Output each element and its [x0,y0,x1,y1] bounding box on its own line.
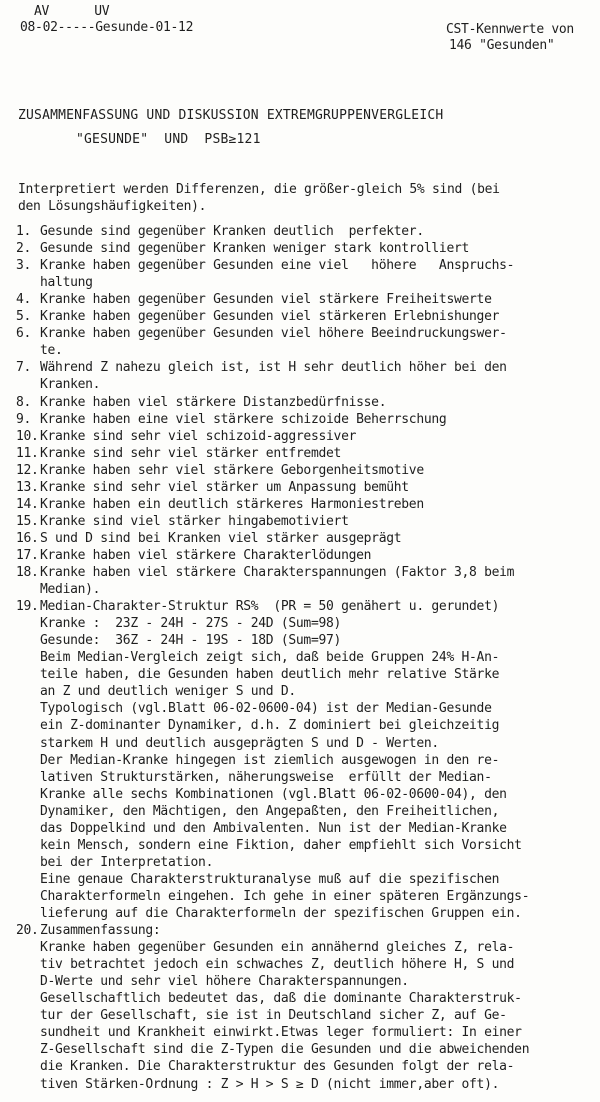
list-item-number: 12. [16,462,39,478]
list-item-text: Zusammenfassung: [40,923,161,939]
list-item-number: 2. [16,241,32,257]
list-item-text: Gesunde: 36Z - 24H - 19S - 18D (Sum=97) [40,633,342,649]
list-item-number: 18. [16,565,39,580]
list-item-text: an Z und deutlich weniger S und D. [40,684,296,700]
list-item-text: Kranke haben gegenüber Gesunden eine viel höhere Anspruchs- [40,258,515,274]
list-item-text: Median). [40,582,101,598]
list-item-text: Der Median-Kranke hingegen ist ziemlich ausgewogen in den re- [40,752,500,768]
list-item-text: haltung [40,275,93,291]
intro-text: den Lösungshäufigkeiten). [18,199,207,214]
list-item-text: Dynamiker, den Mächtigen, den Angepaßten, den Freiheitlichen, [40,803,500,819]
list-item-number: 14. [16,496,39,512]
list-item-text: Kranke haben sehr viel stärkere Geborgenheitsmotive [40,462,424,478]
list-item-text: sundheit und Krankheit einwirkt.Etwas leger formuliert: In einer [40,1025,522,1041]
list-item-text: starkem H und deutlich ausgeprägten S und D - Werten. [40,735,439,751]
list-item-text: Kranke haben ein deutlich stärkeres Harmoniestreben [40,496,424,512]
list-item-text: Charakterformeln eingehen. Ich gehe in einer späteren Ergänzungs- [40,888,530,904]
list-item-text: Median-Charakter-Struktur RS% (PR = 50 genähert u. gerundet) [40,599,500,615]
list-item-text: D-Werte und sehr viel höhere Charakterspannungen. [40,974,409,990]
list-item-text: Während Z nahezu gleich ist, ist H sehr deutlich höher bei den [40,360,507,376]
list-item-text: ein Z-dominanter Dynamiker, d.h. Z dominiert bei gleichzeitig [40,718,500,734]
list-item-number: 8. [16,394,32,410]
header-codes: AV UV [34,4,110,19]
list-item-number: 4. [16,292,32,308]
list-item-text: die Kranken. Die Charakterstruktur des Gesunden folgt der rela- [40,1059,515,1075]
list-item-text: Kranke haben gegenüber Gesunden viel stärkere Freiheitswerte [40,292,492,308]
list-item-text: das Doppelkind und den Ambivalenten. Nun ist der Median-Kranke [40,820,507,836]
list-item-text: Kranken. [40,377,101,393]
list-item-text: Kranke sind sehr viel stärker entfremdet [40,445,342,461]
list-item-number: 19. [16,599,39,615]
list-item-number: 1. [16,224,32,239]
list-item-text: lieferung auf die Charakterformeln der spezifischen Gruppen ein. [40,906,522,921]
list-item-number: 17. [16,547,39,563]
list-item-text: Gesunde sind gegenüber Kranken weniger stark kontrolliert [40,241,470,257]
list-item-text: Kranke haben viel stärkere Charakterspannungen (Faktor 3,8 beim [40,565,515,580]
list-item-text: lativen Strukturstärken, näherungsweise erfüllt der Median- [40,769,492,785]
list-item-text: Kranke sind viel stärker hingabemotiviert [40,513,349,529]
list-item-text: Typologisch (vgl.Blatt 06-02-0600-04) ist der Median-Gesunde [40,701,492,717]
list-item-text: Z-Gesellschaft sind die Z-Typen die Gesunden und die abweichenden [40,1042,530,1058]
list-item-number: 7. [16,360,32,376]
list-item-text: Kranke sind sehr viel stärker um Anpassung bemüht [40,479,409,495]
header-file-ref: 08-02-----Gesunde-01-12 [20,20,194,35]
list-item-text: teile haben, die Gesunden haben deutlich mehr relative Stärke [40,667,500,683]
list-item-text: Kranke haben gegenüber Gesunden viel höhere Beeindruckungswer- [40,326,507,342]
list-item-text: Kranke haben gegenüber Gesunden ein annähernd gleiches Z, rela- [40,940,515,956]
list-item-text: Kranke haben gegenüber Gesunden viel stärkeren Erlebnishunger [40,309,500,325]
list-item-text: te. [40,343,63,359]
list-item-text: S und D sind bei Kranken viel stärker ausgeprägt [40,530,402,546]
list-item-text: kein Mensch, sondern eine Fiktion, daher empfiehlt sich Vorsicht [40,837,522,853]
list-item-text: Kranke sind sehr viel schizoid-aggressiver [40,428,357,444]
header-subject: CST-Kennwerte von [446,22,574,37]
list-item-text: Kranke haben eine viel stärkere schizoide Beherrschung [40,411,447,427]
list-item-text: bei der Interpretation. [40,854,214,870]
list-item-text: Kranke alle sechs Kombinationen (vgl.Blatt 06-02-0600-04), den [40,786,507,802]
list-item-number: 10. [16,428,39,444]
list-item-number: 15. [16,513,39,529]
list-item-number: 16. [16,530,39,546]
list-item-text: tiven Stärken-Ordnung : Z > H > S ≥ D (nicht immer,aber oft). [40,1076,500,1092]
list-item-text: Gesellschaftlich bedeutet das, daß die dominante Charakterstruk- [40,991,522,1007]
list-item-text: Beim Median-Vergleich zeigt sich, daß beide Gruppen 24% H-An- [40,650,500,666]
page-subtitle: "GESUNDE" UND PSB≥121 [76,132,261,147]
list-item-text: tur der Gesellschaft, sie ist in Deutschland sicher Z, auf Ge- [40,1008,507,1024]
list-item-number: 6. [16,326,32,342]
list-item-text: Kranke haben viel stärkere Charakterlödungen [40,547,372,563]
list-item-number: 11. [16,445,39,461]
list-item-text: Eine genaue Charakterstrukturanalyse muß auf die spezifischen [40,871,500,887]
list-item-text: Kranke haben viel stärkere Distanzbedürfnisse. [40,394,387,410]
list-item-number: 13. [16,479,39,495]
list-item-text: tiv betrachtet jedoch ein schwaches Z, deutlich höhere H, S und [40,957,515,973]
list-item-number: 9. [16,411,32,427]
list-item-text: Kranke : 23Z - 24H - 27S - 24D (Sum=98) [40,616,342,632]
header-subject: 146 "Gesunden" [449,38,555,53]
intro-text: Interpretiert werden Differenzen, die größer-gleich 5% sind (bei [18,182,500,197]
list-item-number: 20. [16,923,39,939]
page-title: ZUSAMMENFASSUNG UND DISKUSSION EXTREMGRUPPENVERGLEICH [18,108,444,123]
list-item-text: Gesunde sind gegenüber Kranken deutlich perfekter. [40,224,424,239]
list-item-number: 5. [16,309,32,325]
list-item-number: 3. [16,258,32,274]
